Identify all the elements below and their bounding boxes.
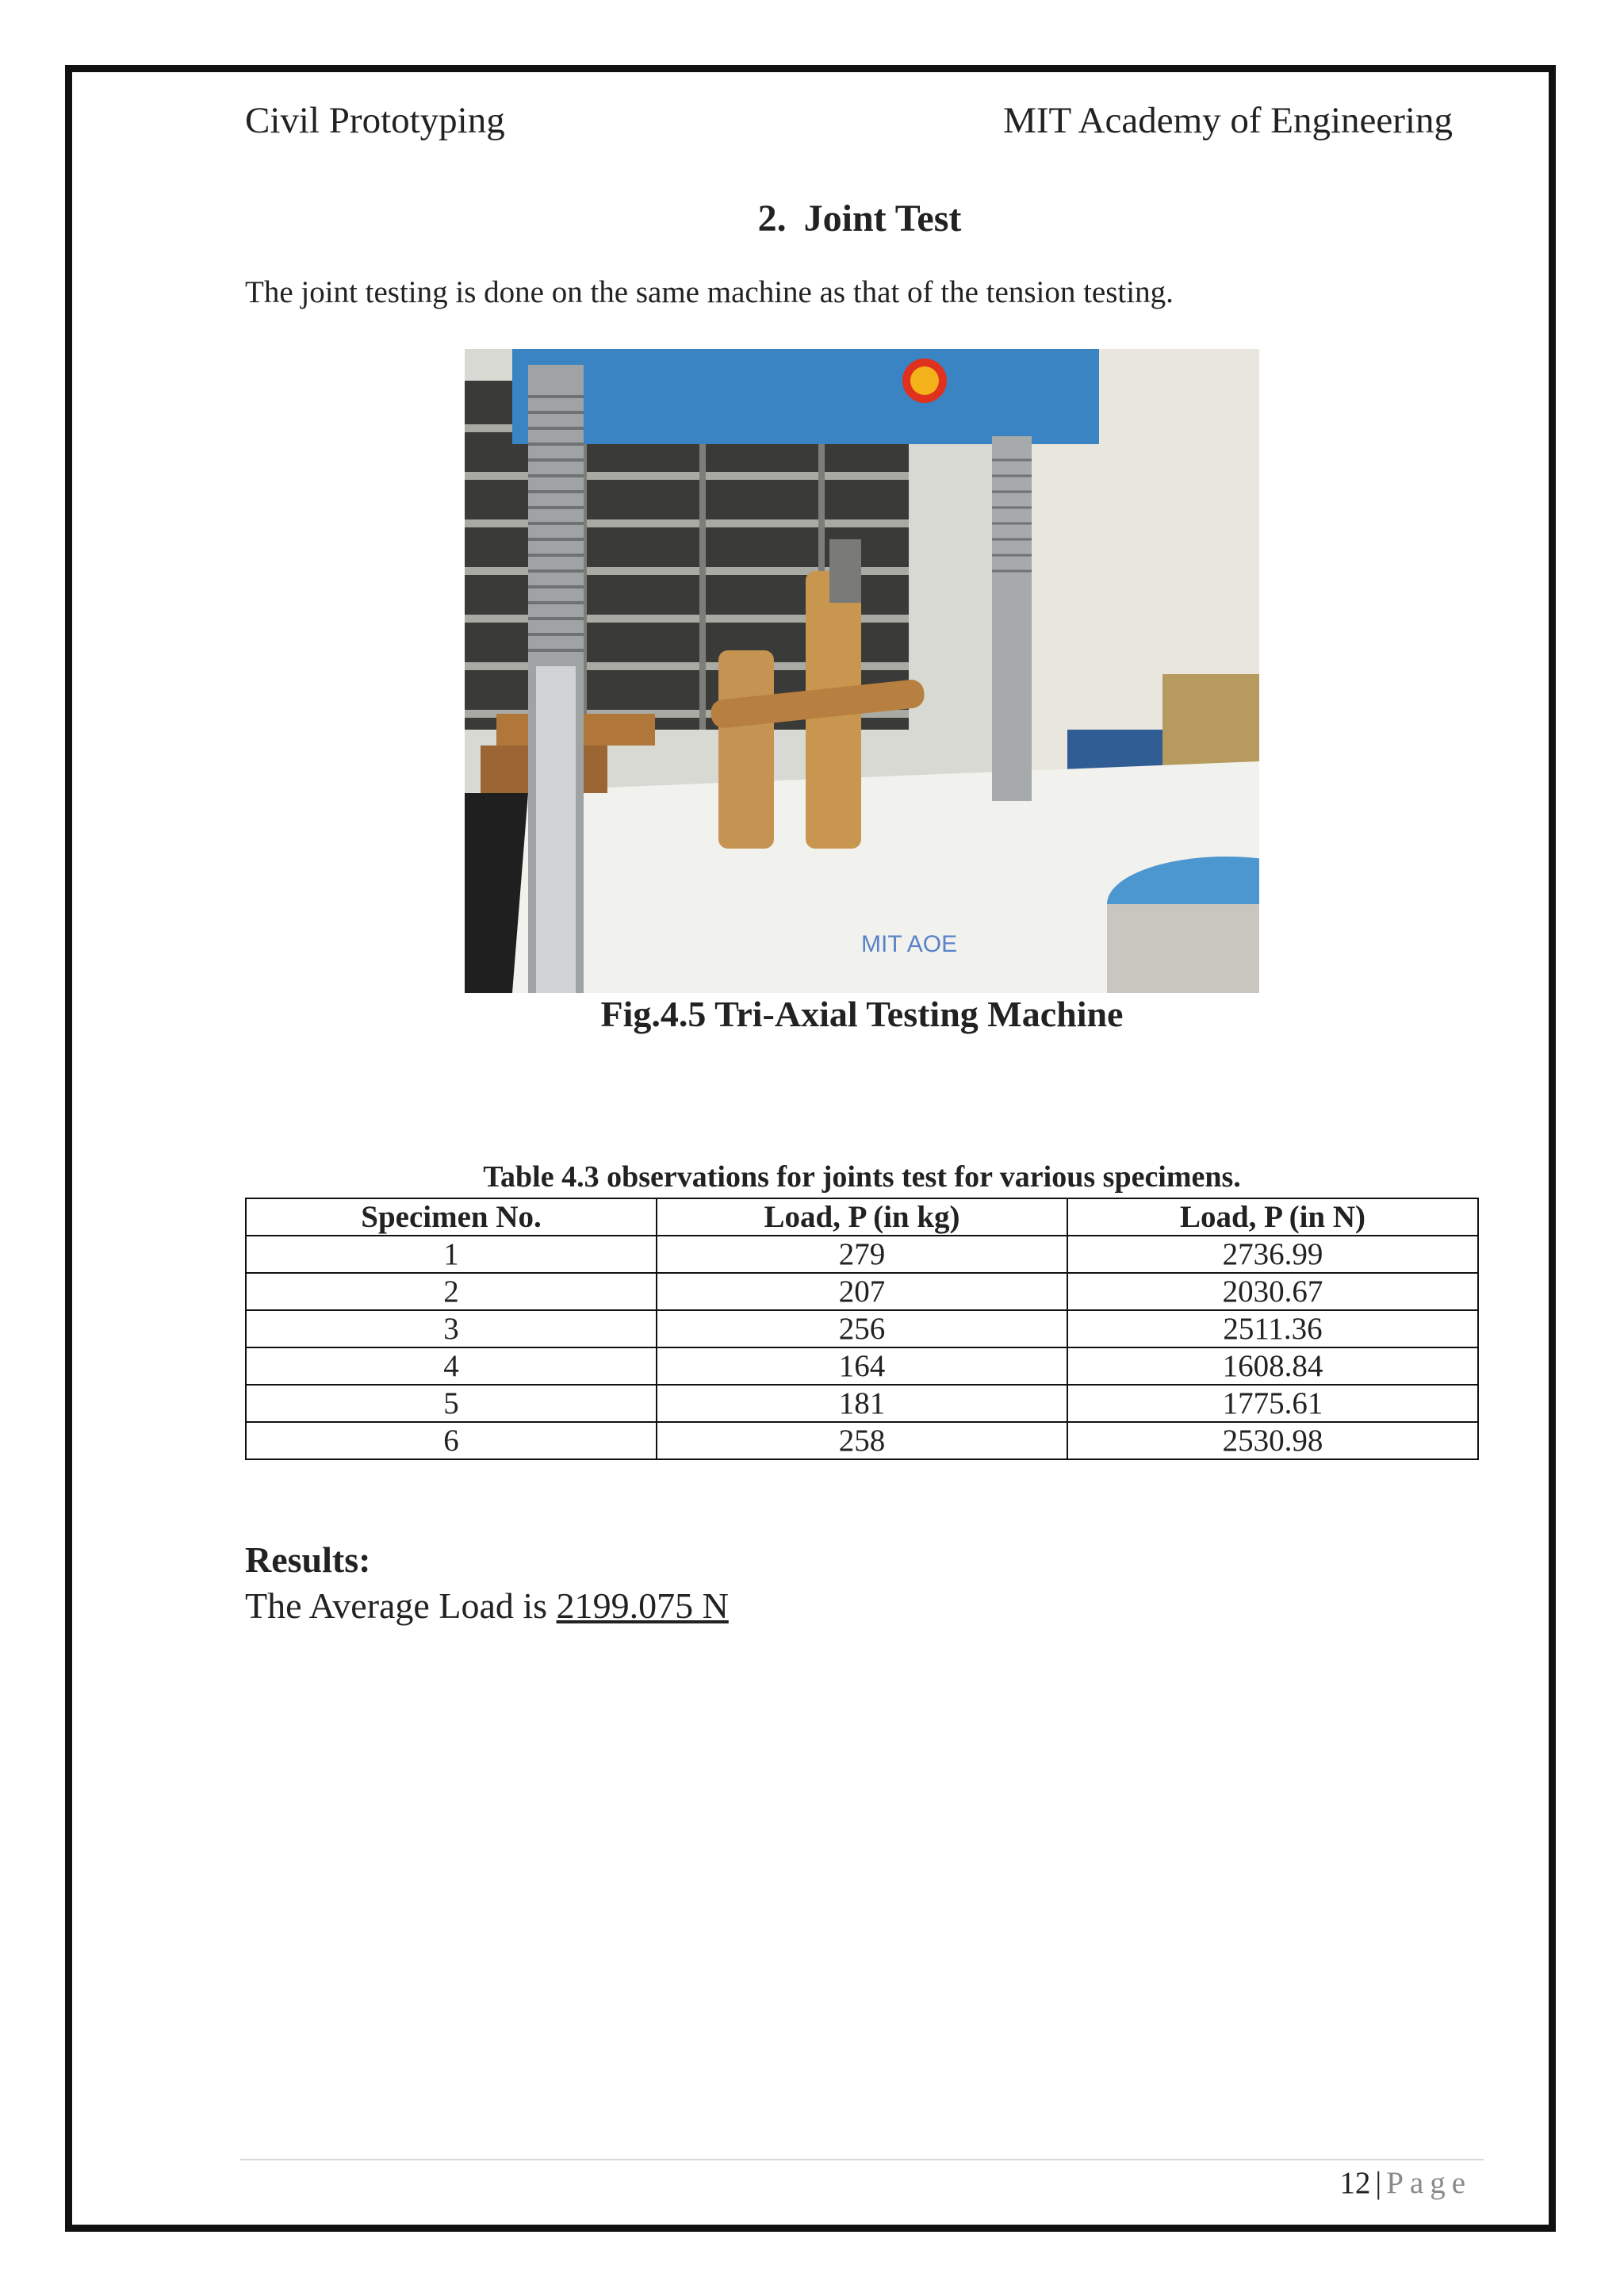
table-cell: 2530.98 [1067,1422,1478,1459]
column-header: Specimen No. [246,1198,657,1236]
footer-divider [240,2159,1484,2160]
table-row [246,1236,1478,1273]
table-cell: 1 [246,1236,657,1273]
table-cell: 4 [246,1347,657,1385]
section-title-text: Joint Test [803,197,962,240]
table-cell: 6 [246,1422,657,1459]
header-left: Civil Prototyping [245,100,505,141]
table-cell: 2 [246,1273,657,1310]
column-header: Load, P (in kg) [657,1198,1067,1236]
section-number: 2. [757,197,787,240]
table-row [246,1310,1478,1347]
photo-marking-text: MIT AOE [861,931,958,957]
results-label: The Average Load is [245,1585,557,1626]
testing-machine-photo [465,349,1259,993]
table-row [246,1273,1478,1310]
column-header: Load, P (in N) [1067,1198,1478,1236]
intro-paragraph: The joint testing is done on the same machine as that of the tension testing. [245,275,1174,309]
results-text [245,1585,729,1627]
table-header-row [246,1198,1478,1236]
section-title [0,197,1624,240]
table-row [246,1347,1478,1385]
table-cell: 2511.36 [1067,1310,1478,1347]
table-cell: 1608.84 [1067,1347,1478,1385]
table-cell: 207 [657,1273,1067,1310]
results-value: 2199.075 N [556,1585,729,1626]
table-cell: 5 [246,1385,657,1422]
table-cell: 164 [657,1347,1067,1385]
observations-table [245,1198,1479,1460]
table-cell: 181 [657,1385,1067,1422]
figure-caption: Fig.4.5 Tri-Axial Testing Machine [600,994,1124,1034]
table-cell: 279 [657,1236,1067,1273]
table-cell: 256 [657,1310,1067,1347]
table-cell: 2030.67 [1067,1273,1478,1310]
table-row [246,1385,1478,1422]
table-cell: 1775.61 [1067,1385,1478,1422]
page-number: 12 [1339,2166,1371,2200]
table-caption: Table 4.3 observations for joints test for various specimens. [483,1160,1241,1194]
results-heading: Results: [245,1539,371,1580]
page-footer [1339,2165,1472,2201]
header-right: MIT Academy of Engineering [1003,100,1453,141]
page-separator: | [1375,2166,1382,2200]
table-row [246,1422,1478,1459]
table-cell: 2736.99 [1067,1236,1478,1273]
page-word: Page [1386,2166,1472,2200]
table-cell: 258 [657,1422,1067,1459]
table-cell: 3 [246,1310,657,1347]
